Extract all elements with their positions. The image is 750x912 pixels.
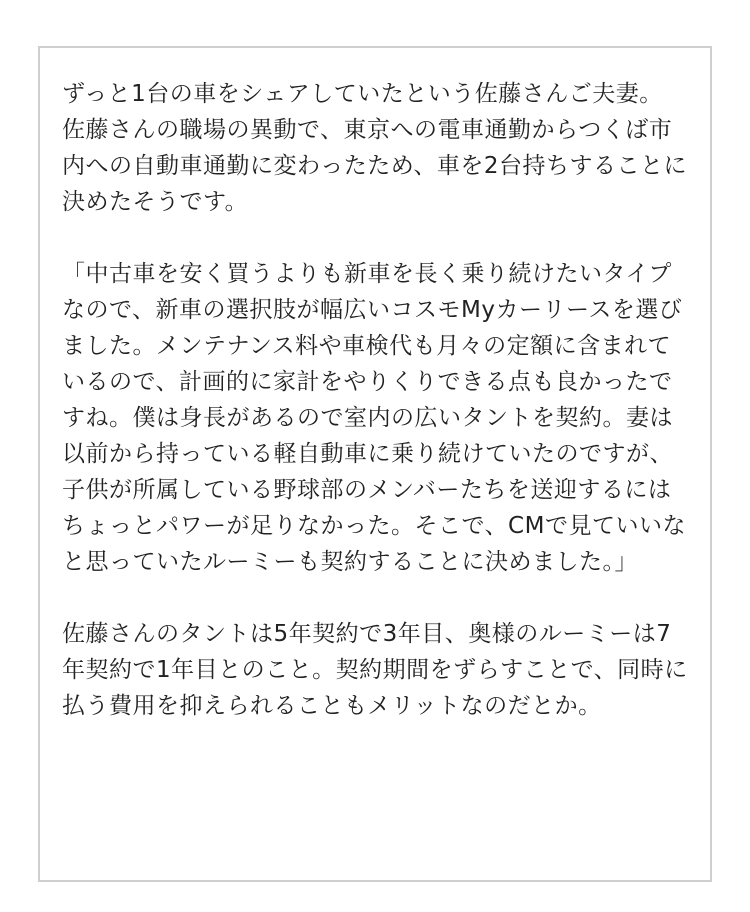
- article-card: [38, 46, 712, 882]
- paragraph-contract: 佐藤さんのタントは5年契約で3年目、奥様のルーミーは7年契約で1年目とのこと。契約期間をずらすことで、同時に払う費用を抑えられることもメリットなのだとか。: [62, 621, 688, 719]
- paragraph-quote: 「中古車を安く買うよりも新車を長く乗り続けたいタイプなので、新車の選択肢が幅広いコスモMyカーリースを選びました。メンテナンス料や車検代も月々の定額に含まれているので、計画的に家計をやりくりできる点も良かったですね。僕は身長があるので室内の広いタントを契約。妻は以前から持っている軽自動車に乗り続けていたのですが、子供が所属している野球部のメンバーたちを送迎するにはちょっとパワーが足りなかった。そこで、CMで見ていいなと思っていたルーミーも契約することに決めました。」: [62, 261, 686, 575]
- paragraph-intro: ずっと1台の車をシェアしていたという佐藤さんご夫妻。 佐藤さんの職場の異動で、東京への電車通勤からつくば市内への自動車通勤に変わったため、車を2台持ちすることに決めたそうです。: [62, 81, 687, 215]
